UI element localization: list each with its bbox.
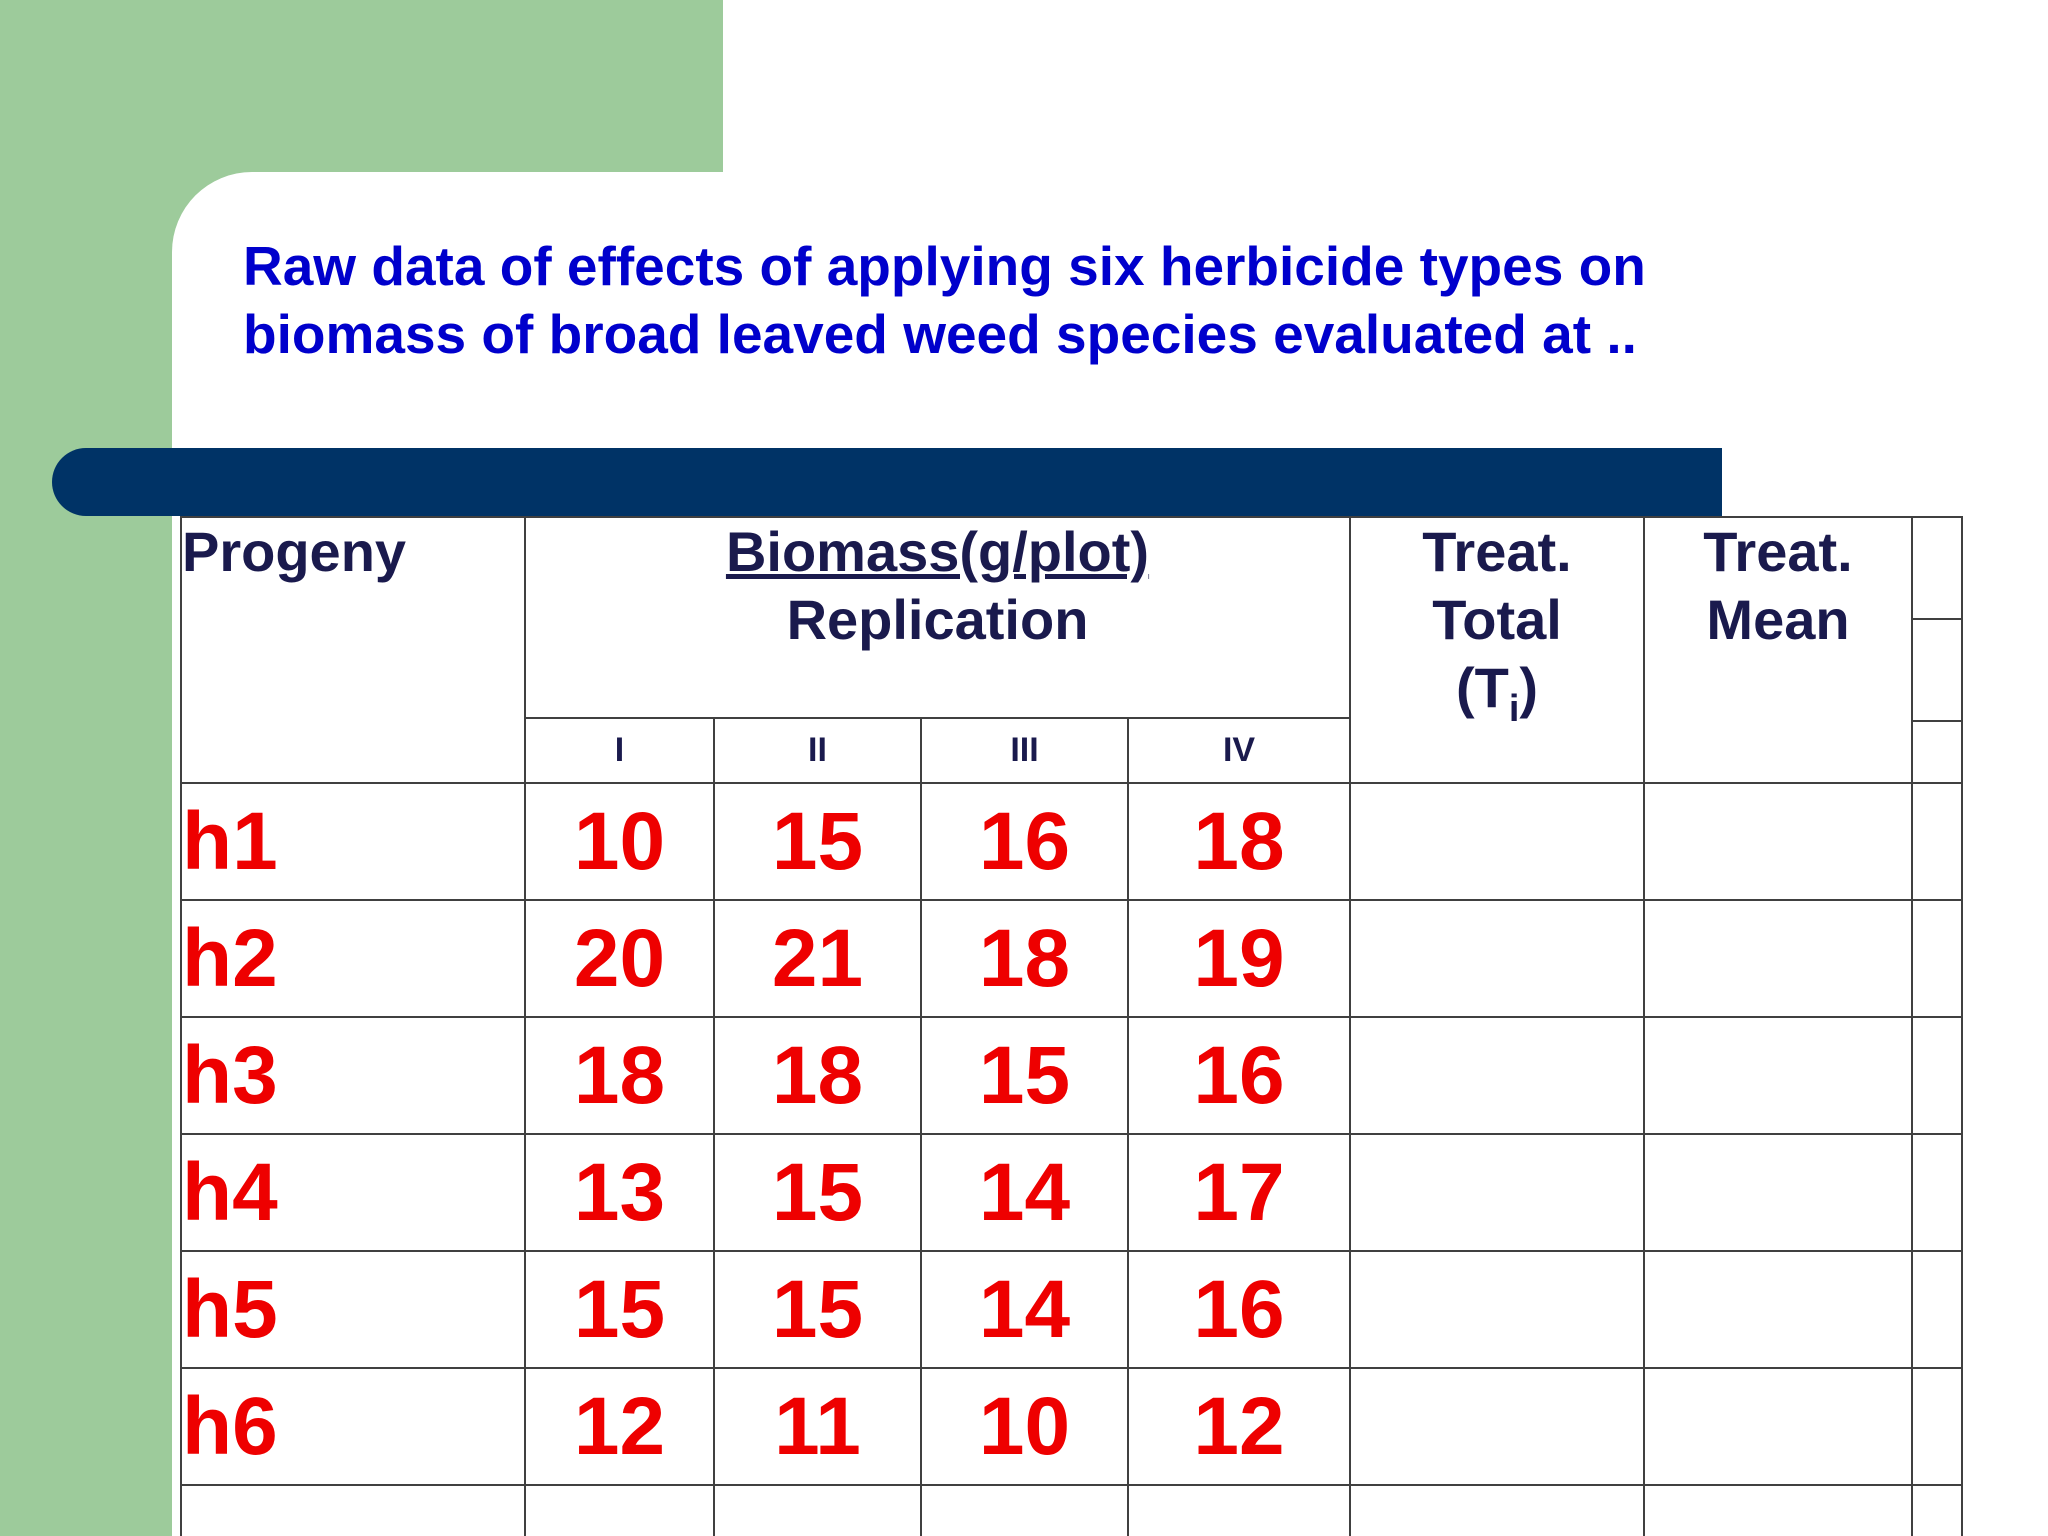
value-cell: 16 [1128, 1251, 1350, 1368]
row-label: h2 [181, 900, 525, 1017]
extra-cell [1912, 783, 1962, 900]
table-row [181, 1134, 1962, 1251]
table-row [181, 1251, 1962, 1368]
value-cell: 12 [525, 1368, 714, 1485]
title-line-1: Raw data of effects of applying six herbicide types on [243, 235, 1646, 297]
extra-cell [1912, 1134, 1962, 1251]
treat-mean-line-2: Mean [1706, 588, 1850, 651]
title-line-2: biomass of broad leaved weed species evaluated at .. [243, 303, 1637, 365]
total-cell [1350, 1134, 1644, 1251]
mean-cell [1644, 1134, 1912, 1251]
slide-title [243, 232, 2003, 368]
value-cell: 14 [921, 1134, 1128, 1251]
replication-label: Replication [786, 588, 1089, 651]
row-label: h3 [181, 1017, 525, 1134]
biomass-label: Biomass(g/plot) [725, 520, 1150, 583]
empty-cell [1350, 1485, 1644, 1536]
extra-split-top [1913, 518, 1961, 620]
value-cell: 15 [714, 783, 921, 900]
table-row-empty [181, 1485, 1962, 1536]
header-treat-mean [1644, 517, 1912, 783]
table-row [181, 1368, 1962, 1485]
value-cell: 15 [921, 1017, 1128, 1134]
header-treat-total [1350, 517, 1644, 783]
treat-total-line-2: Total [1432, 588, 1562, 651]
value-cell: 18 [921, 900, 1128, 1017]
empty-cell [714, 1485, 921, 1536]
data-table [180, 516, 1963, 1536]
replication-i: I [525, 718, 714, 783]
value-cell: 19 [1128, 900, 1350, 1017]
total-cell [1350, 900, 1644, 1017]
extra-cell [1912, 1368, 1962, 1485]
empty-cell [181, 1485, 525, 1536]
value-cell: 18 [714, 1017, 921, 1134]
table-row [181, 783, 1962, 900]
value-cell: 21 [714, 900, 921, 1017]
mean-cell [1644, 783, 1912, 900]
replication-ii: II [714, 718, 921, 783]
decorative-bar [52, 448, 1722, 516]
treat-total-subscript: i [1508, 688, 1520, 730]
extra-cell [1912, 900, 1962, 1017]
treat-mean-line-1: Treat. [1703, 520, 1853, 583]
empty-cell [525, 1485, 714, 1536]
value-cell: 18 [525, 1017, 714, 1134]
row-label: h4 [181, 1134, 525, 1251]
value-cell: 14 [921, 1251, 1128, 1368]
value-cell: 18 [1128, 783, 1350, 900]
value-cell: 10 [525, 783, 714, 900]
total-cell [1350, 1017, 1644, 1134]
extra-split-bottom [1913, 722, 1961, 782]
header-biomass [525, 517, 1350, 718]
value-cell: 11 [714, 1368, 921, 1485]
mean-cell [1644, 1017, 1912, 1134]
treat-total-line-1: Treat. [1422, 520, 1572, 583]
value-cell: 17 [1128, 1134, 1350, 1251]
row-label: h6 [181, 1368, 525, 1485]
extra-cell [1912, 1251, 1962, 1368]
empty-cell [1912, 1485, 1962, 1536]
empty-cell [1128, 1485, 1350, 1536]
table-row [181, 900, 1962, 1017]
total-cell [1350, 1368, 1644, 1485]
value-cell: 15 [525, 1251, 714, 1368]
value-cell: 12 [1128, 1368, 1350, 1485]
value-cell: 16 [1128, 1017, 1350, 1134]
row-label: h5 [181, 1251, 525, 1368]
mean-cell [1644, 1368, 1912, 1485]
total-cell [1350, 783, 1644, 900]
total-cell [1350, 1251, 1644, 1368]
mean-cell [1644, 900, 1912, 1017]
value-cell: 15 [714, 1251, 921, 1368]
progeny-label: Progeny [182, 520, 407, 583]
empty-cell [921, 1485, 1128, 1536]
value-cell: 16 [921, 783, 1128, 900]
row-label: h1 [181, 783, 525, 900]
replication-iii: III [921, 718, 1128, 783]
extra-cell [1912, 1017, 1962, 1134]
treat-total-line-3 [1351, 654, 1643, 743]
mean-cell [1644, 1251, 1912, 1368]
header-progeny [181, 517, 525, 783]
treat-total-prefix: (T [1455, 656, 1509, 719]
empty-cell [1644, 1485, 1912, 1536]
table-row [181, 1017, 1962, 1134]
value-cell: 10 [921, 1368, 1128, 1485]
value-cell: 15 [714, 1134, 921, 1251]
value-cell: 20 [525, 900, 714, 1017]
extra-split-middle [1913, 620, 1961, 722]
value-cell: 13 [525, 1134, 714, 1251]
treat-total-suffix: ) [1519, 656, 1539, 719]
header-extra-column [1912, 517, 1962, 783]
replication-iv: IV [1128, 718, 1350, 783]
